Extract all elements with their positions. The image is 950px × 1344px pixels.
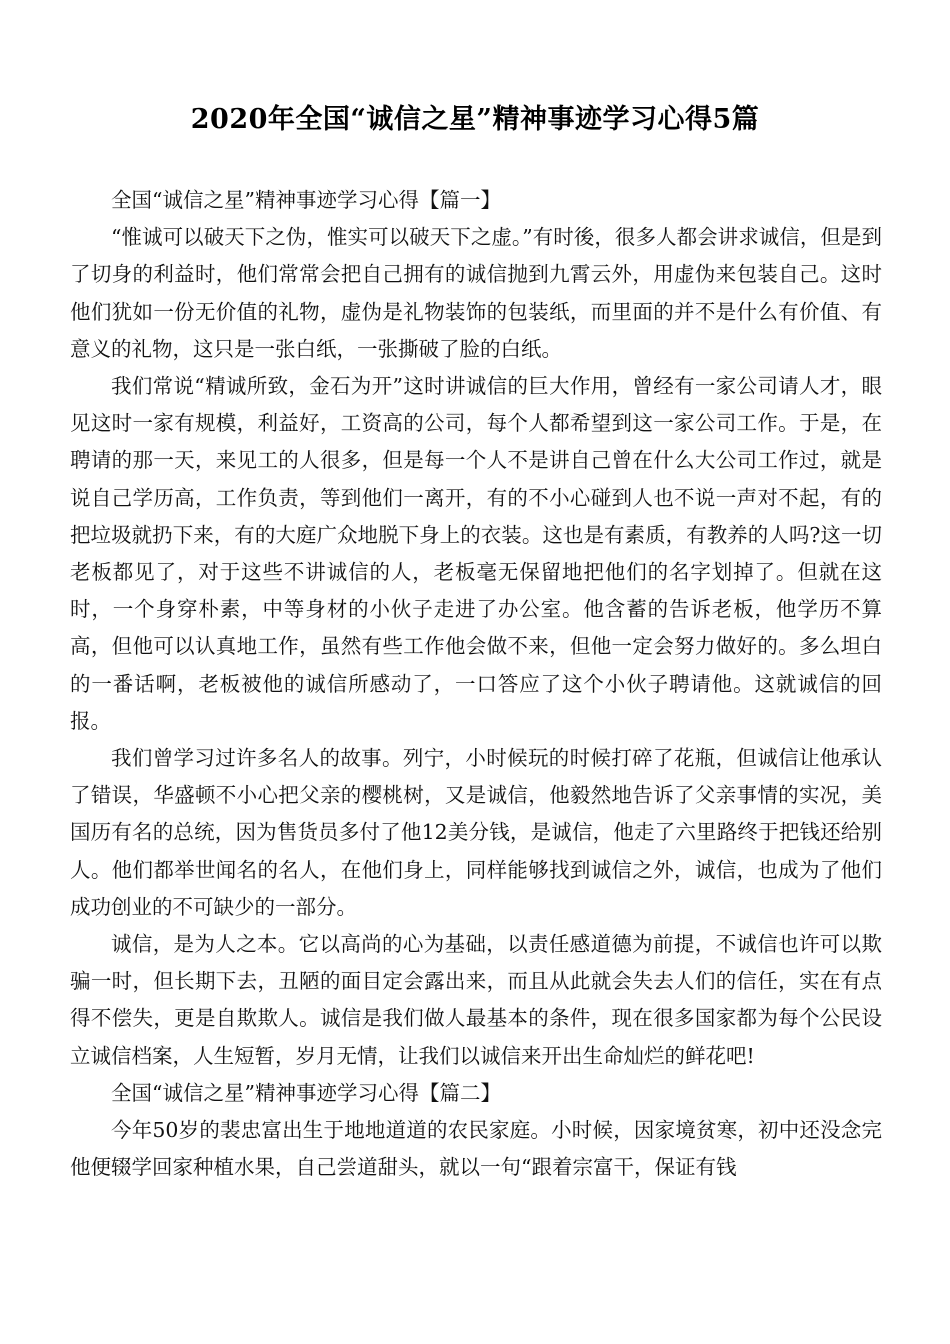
section-heading-2: 全国“诚信之星”精神事迹学习心得【篇二】: [111, 1080, 501, 1105]
paragraph: 诚信，是为人之本。它以高尚的心为基础，以责任感道德为前提，不诚信也许可以欺骗一时，但长期下去，丑陋的面目定会露出来，而且从此就会失去人们的信任，实在有点得不偿失，更是自欺欺人。诚信是我们做人最基本的条件，现在很多国家都为每个公民设立诚信档案，人生短暂，岁月无情，让我们以诚信来开出生命灿烂的鲜花吧!: [70, 932, 882, 1068]
paragraph: 我们常说“精诚所致，金石为开”这时讲诚信的巨大作用，曾经有一家公司请人才，眼见这时一家有规模，利益好，工资高的公司，每个人都希望到这一家公司工作。于是，在聘请的那一天，来见工的人很多，但是每一个人不是讲自己曾在什么大公司工作过，就是说自己学历高，工作负责，等到他们一离开，有的不小心碰到人也不说一声对不起，有的把垃圾就扔下来，有的大庭广众地脱下身上的衣装。这也是有素质，有教养的人吗?这一切老板都见了，对于这些不讲诚信的人，老板毫无保留地把他们的名字划掉了。但就在这时，一个身穿朴素，中等身材的小伙子走进了办公室。他含蓄的告诉老板，他学历不算高，但他可以认真地工作，虽然有些工作他会做不来，但他一定会努力做好的。多么坦白的一番话啊，老板被他的诚信所感动了，一口答应了这个小伙子聘请他。这就诚信的回报。: [70, 374, 882, 733]
paragraph: 我们曾学习过许多名人的故事。列宁，小时候玩的时候打碎了花瓶，但诚信让他承认了错误，华盛顿不小心把父亲的樱桃树，又是诚信，他毅然地告诉了父亲事情的实况，美国历有名的总统，因为售货员多付了他12美分钱，是诚信，他走了六里路终于把钱还给别人。他们都举世闻名的名人，在他们身上，同样能够找到诚信之外，诚信，也成为了他们成功创业的不可缺少的一部分。: [70, 746, 882, 919]
paragraph: 今年50岁的裴忠富出生于地地道道的农民家庭。小时候，因家境贫寒，初中还没念完他便辍学回家种植水果，自己尝道甜头，就以一句“跟着宗富干，保证有钱: [70, 1118, 882, 1180]
section-heading-1: 全国“诚信之星”精神事迹学习心得【篇一】: [111, 188, 501, 212]
document-body: [70, 182, 882, 1186]
document-title: 2020年全国“诚信之星”精神事迹学习心得5篇: [190, 104, 760, 135]
paragraph: “惟诚可以破天下之伪，惟实可以破天下之虚。”有时後，很多人都会讲求诚信，但是到了切身的利益时，他们常常会把自己拥有的诚信抛到九霄云外，用虚伪来包装自己。这时他们犹如一份无价值的礼物，虚伪是礼物装饰的包装纸，而里面的并不是什么有价值、有意义的礼物，这只是一张白纸，一张撕破了脸的白纸。: [70, 225, 882, 361]
